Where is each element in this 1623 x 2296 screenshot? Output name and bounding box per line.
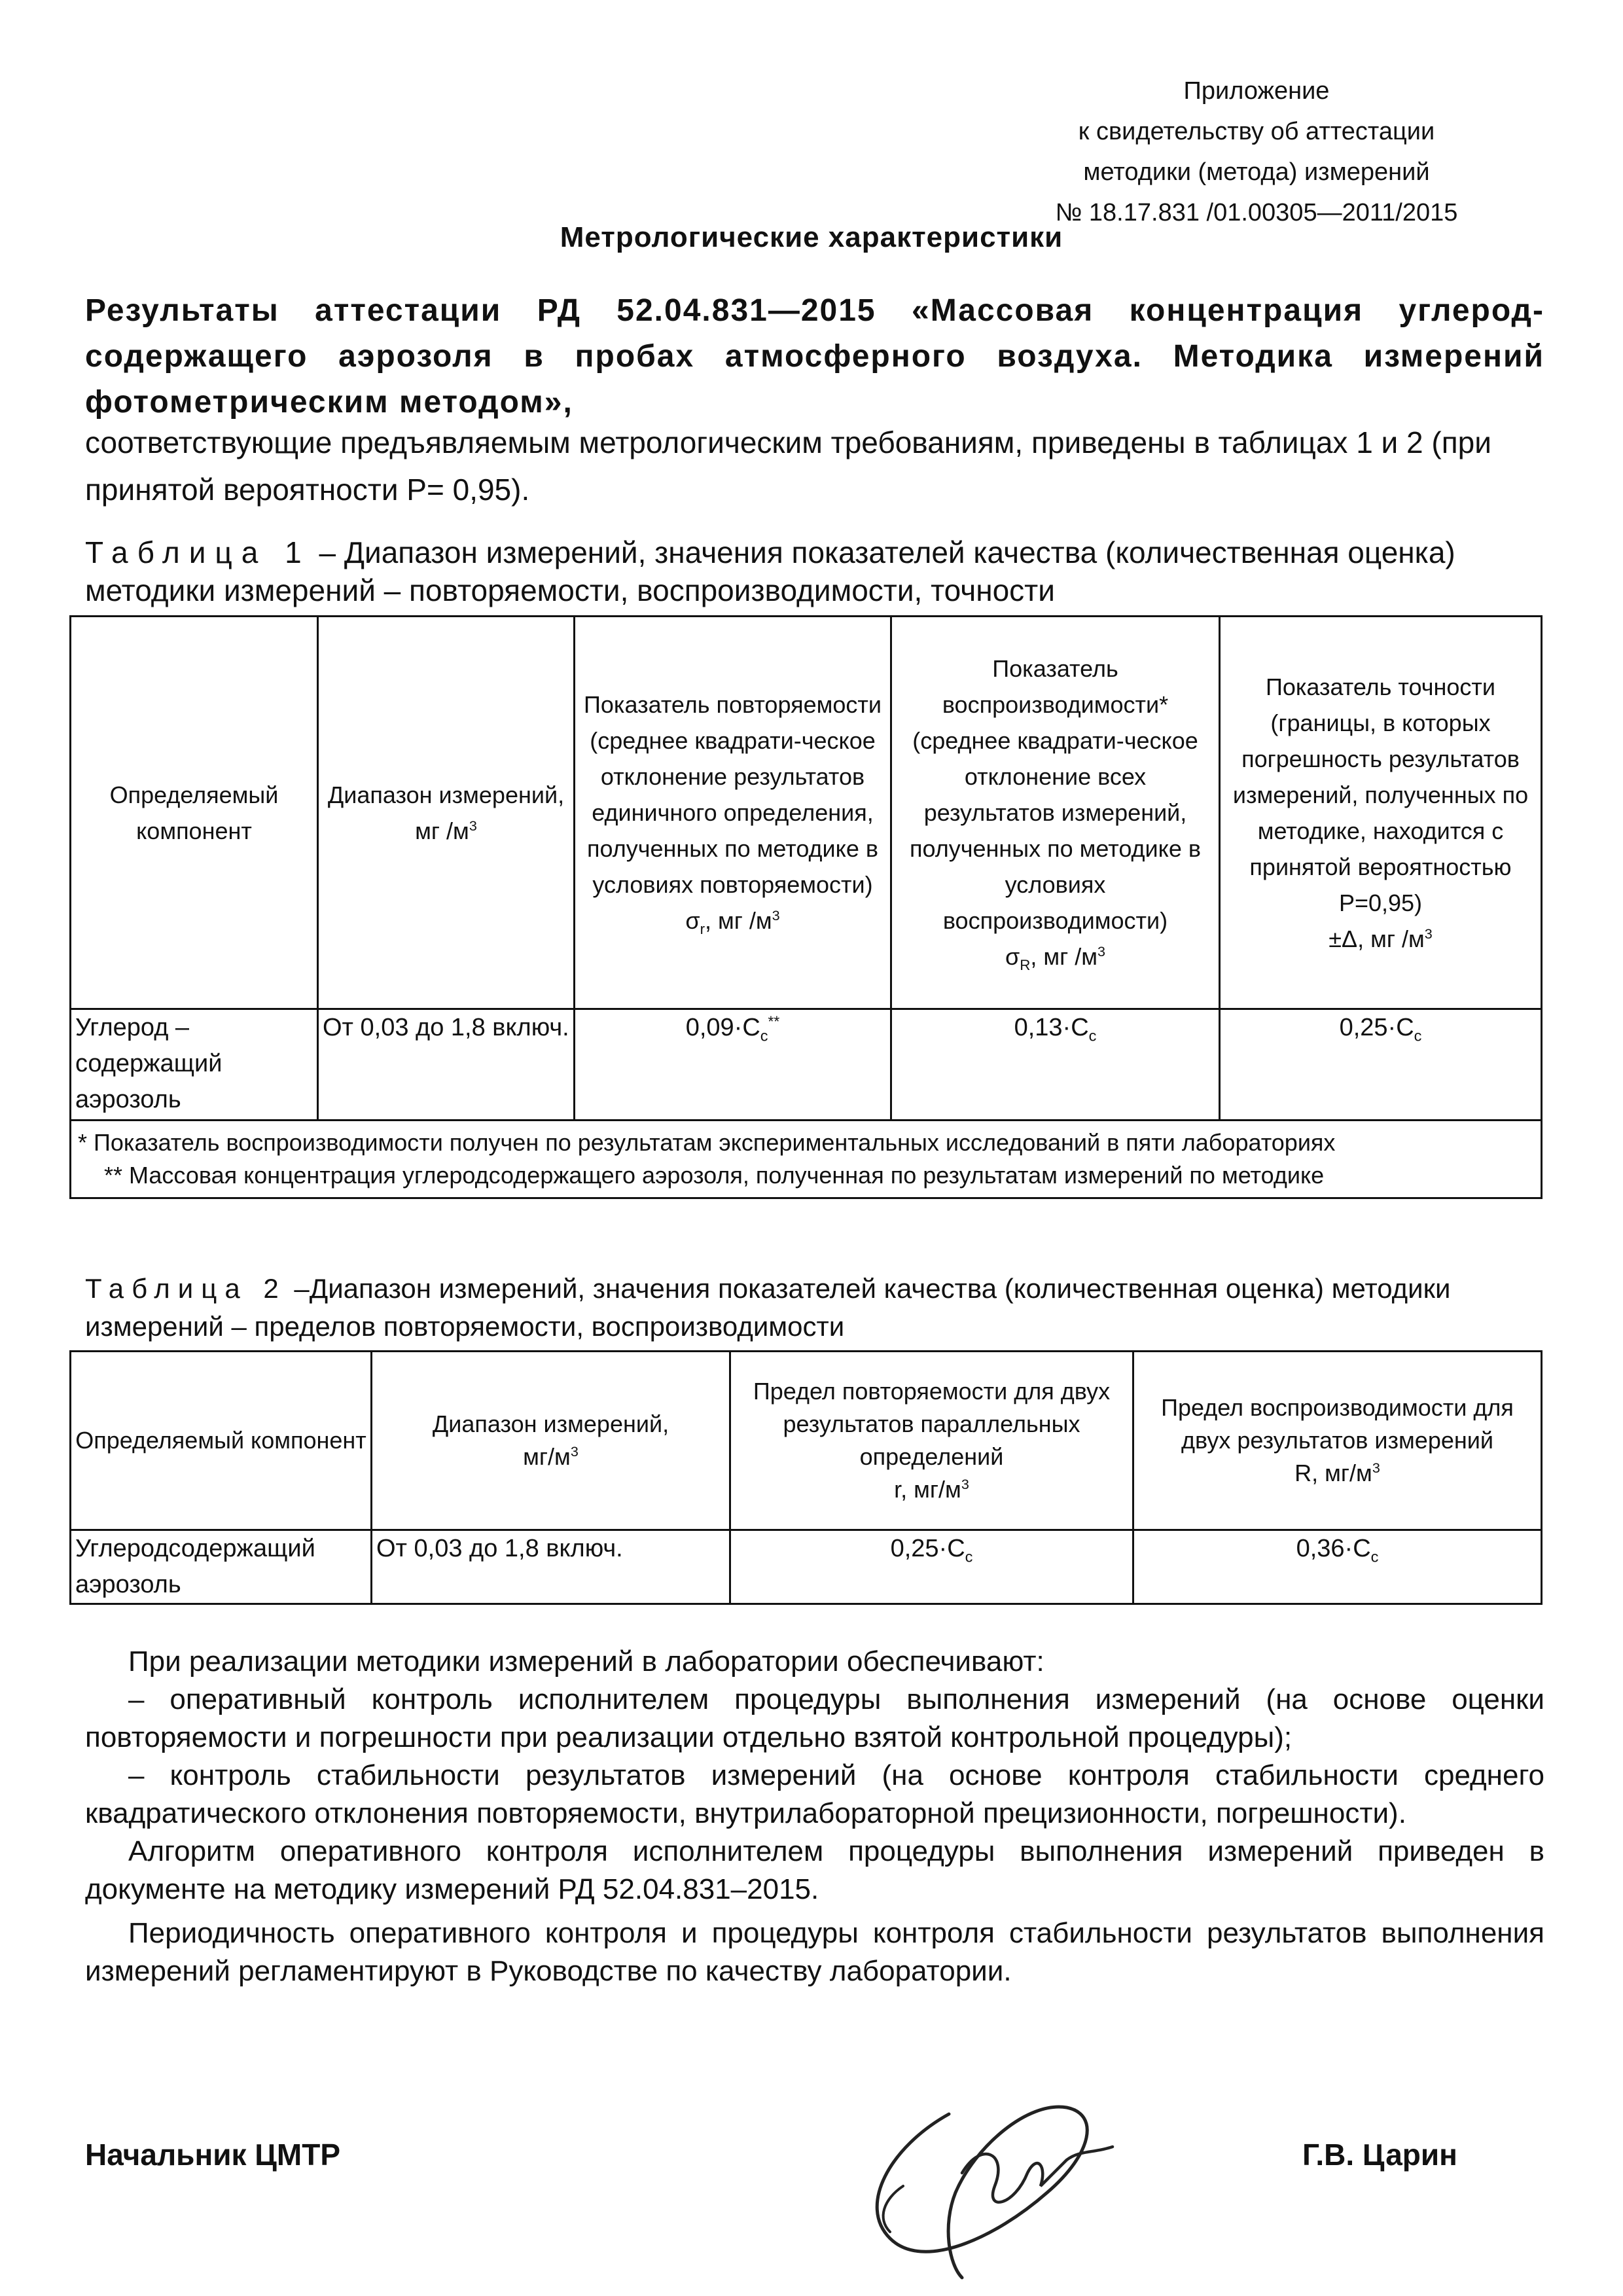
table2-cell-component: Углеродсодержащий аэрозоль [71,1530,372,1604]
certificate-number: № 18.17.831 /01.00305—2011/2015 [1055,199,1458,226]
table1-caption [85,533,1544,609]
appendix-line: к свидетельству об аттестации [1078,118,1435,145]
table2-caption [85,1270,1544,1346]
table1-header-component: Определяемый компонент [71,617,318,1009]
page-title: Метрологические характеристики [560,221,1063,253]
table1-caption-label: Таблица 1 [85,535,311,569]
table2-header-repeatability-limit: Предел повторяемости для двух результатов параллельных определений r, $мг/м^3$ [730,1352,1133,1530]
appendix-header [969,71,1544,233]
table2-header-component: Определяемый компонент [71,1352,372,1530]
table1-note: * Показатель воспроизводимости получен по результатам экспериментальных исследований в пяти лабораториях [78,1129,1336,1156]
appendix-line: Приложение [1183,77,1330,105]
results-heading: Результаты аттестации РД 52.04.831—2015 «Массовая концентрация углерод-содержащего аэрозоля в пробах атмосферного воздуха. Методика измерений фотометрическим методом», [85,293,1544,420]
table-row [71,1009,1542,1121]
table1-header-repeatability: Показатель повторяемости (среднее квадрати-ческое отклонение результатов единичного определения, полученных по методике в условиях повторяемости) $\sigma_r$, мг $/м^3$ [575,617,891,1009]
signatory-name: Г.В. Царин [1302,2138,1457,2172]
paragraph: – контроль стабильности результатов измерений (на основе контроля стабильности среднего квадратического отклонения повторяемости, внутрилабораторной прецизионности, погрешности). [85,1759,1544,1829]
table2-caption-text: –Диапазон измерений, значения показателей качества (количественная оценка) методики измерений – пределов повторяемости, воспроизводимости [85,1273,1451,1342]
table1-notes [71,1121,1542,1198]
table2-cell-reproducibility-limit: $0,36\cdot C_c$ [1133,1530,1542,1604]
paragraph: Алгоритм оперативного контроля исполнителем процедуры выполнения измерений приведен в документе на методику измерений РД 52.04.831–2015. [85,1835,1544,1905]
table2 [69,1350,1543,1605]
table1 [69,615,1543,1199]
appendix-line: методики (метода) измерений [1083,158,1430,186]
table1-cell-reproducibility: $0,13\cdot C_c$ [891,1009,1220,1121]
table1-header-range: Диапазон измерений, мг $/м^3$ [318,617,575,1009]
handwritten-signature [851,2075,1132,2291]
table2-cell-range: От 0,03 до 1,8 включ. [372,1530,730,1604]
table1-caption-text: – Диапазон измерений, значения показателей качества (количественная оценка) методики измерений – повторяемости, воспроизводимости, точности [85,535,1455,607]
paragraph: При реализации методики измерений в лаборатории обеспечивают: [128,1645,1044,1677]
table1-cell-repeatability: $0,09\cdot C_c^{**}$ [575,1009,891,1121]
table1-header-reproducibility: Показатель воспроизводимости* (среднее квадрати-ческое отклонение всех результатов измерений, полученных по методике в условиях воспроизводимости) $\sigma_R$, мг $/м^3$ [891,617,1220,1009]
table-row [71,1530,1542,1604]
table1-cell-accuracy: $0,25\cdot C_c$ [1220,1009,1542,1121]
table2-header-reproducibility-limit: Предел воспроизводимости для двух результатов измерений R, $мг/м^3$ [1133,1352,1542,1530]
table2-header-row [71,1352,1542,1530]
table2-cell-repeatability-limit: $0,25\cdot C_c$ [730,1530,1133,1604]
table1-header-accuracy: Показатель точности (границы, в которых погрешность результатов измерений, полученных по методике, находится с принятой вероятностью Р=0,95) ±Δ, мг $/м^3$ [1220,617,1542,1009]
results-description: соответствующие предъявляемым метрологическим требованиям, приведены в таблицах 1 и 2 (при принятой вероятности Р= 0,95). [85,425,1491,507]
table2-caption-label: Таблица 2 [85,1273,287,1304]
table1-cell-component: Углерод – содержащий аэрозоль [71,1009,318,1121]
paragraph: – оперативный контроль исполнителем процедуры выполнения измерений (на основе оценки повторяемости и погрешности при реализации отдельно взятой контрольной процедуры); [85,1683,1544,1753]
table1-header-row [71,617,1542,1009]
table2-header-range: Диапазон измерений, $мг/м^3$ [372,1352,730,1530]
table1-cell-range: От 0,03 до 1,8 включ. [318,1009,575,1121]
table1-notes-row [71,1121,1542,1198]
table1-note: ** Массовая концентрация углеродсодержащего аэрозоля, полученная по результатам измерений по методике [104,1162,1325,1189]
paragraph: Периодичность оперативного контроля и процедуры контроля стабильности результатов выполнения измерений регламентируют в Руководстве по качеству лаборатории. [85,1917,1544,1987]
signatory-position: Начальник ЦМТР [85,2138,341,2172]
